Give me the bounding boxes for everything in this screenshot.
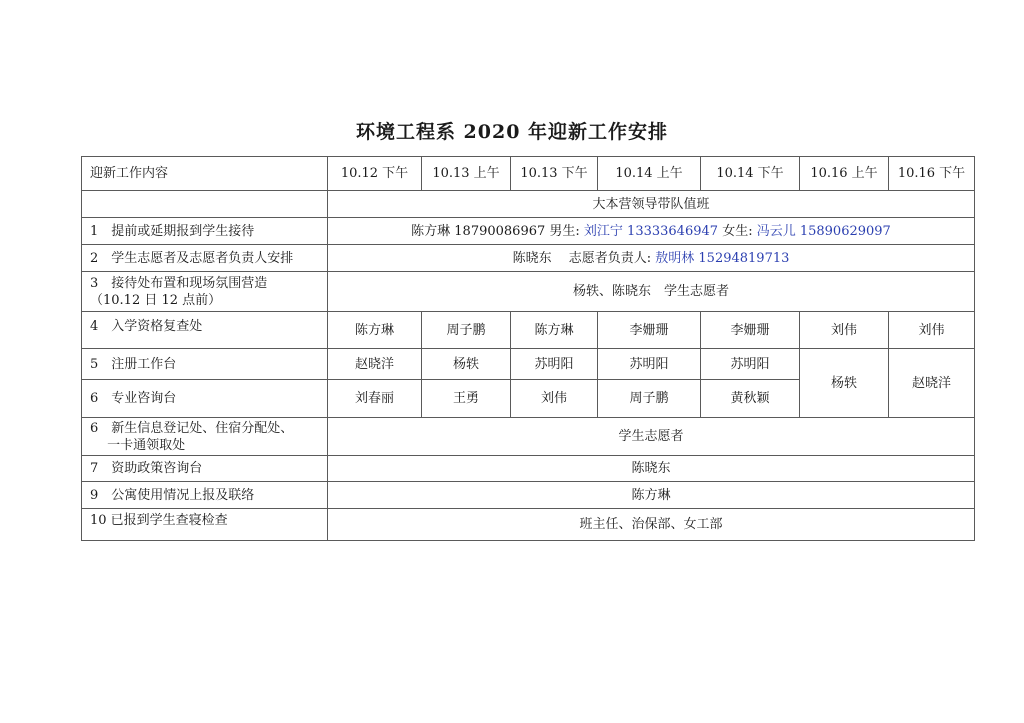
task-label: 10 已报到学生查寝检查 [82,509,328,541]
person-cell: 周子鹏 [598,380,701,418]
table-row [82,218,975,245]
person-cell: 刘春丽 [328,380,422,418]
header-row [82,157,975,191]
schedule-table [81,156,975,541]
person-cell: 苏明阳 [701,349,800,380]
person-cell: 赵晓洋 [328,349,422,380]
person-cell: 杨轶 [422,349,511,380]
header-slot: 10.16 上午 [800,157,889,191]
contact-text: 陈晓东 志愿者负责人: [512,250,652,266]
task-label: 5 注册工作台 [82,349,328,380]
header-item: 迎新工作内容 [82,157,328,191]
table-row [82,509,975,541]
task-label: 7 资助政策咨询台 [82,456,328,482]
person-cell: 苏明阳 [511,349,598,380]
person-cell: 刘伟 [800,312,889,349]
task-value: 陈晓东 [328,456,975,482]
person-cell: 黄秋颖 [701,380,800,418]
table-row [82,482,975,509]
person-cell: 赵晓洋 [889,349,975,418]
person-cell: 苏明阳 [598,349,701,380]
task-label: 2 学生志愿者及志愿者负责人安排 [82,245,328,272]
contact-text: 敖明林 15294819713 [655,250,790,266]
table-row [82,272,975,312]
empty-cell [82,191,328,218]
header-slot: 10.13 上午 [422,157,511,191]
task-label: 6 专业咨询台 [82,380,328,418]
person-cell: 杨轶 [800,349,889,418]
contact-text: 女生: [722,223,753,239]
person-cell: 李姗珊 [598,312,701,349]
task-label-line: （10.12 日 12 点前） [90,292,222,308]
contact-text: 陈方琳 18790086967 男生: [411,223,580,239]
person-cell: 刘伟 [511,380,598,418]
header-slot: 10.12 下午 [328,157,422,191]
person-cell: 陈方琳 [328,312,422,349]
task-label-line: 3 接待处布置和现场氛围营造 [90,275,268,291]
task-label [82,272,328,312]
leader-duty: 大本营领导带队值班 [328,191,975,218]
table-row [82,349,975,380]
header-slot: 10.14 上午 [598,157,701,191]
task-value [328,245,975,272]
task-value: 陈方琳 [328,482,975,509]
task-label: 9 公寓使用情况上报及联络 [82,482,328,509]
person-cell: 刘伟 [889,312,975,349]
leader-row [82,191,975,218]
table-row [82,245,975,272]
contact-text: 冯云儿 15890629097 [756,223,891,239]
person-cell: 陈方琳 [511,312,598,349]
header-slot: 10.14 下午 [701,157,800,191]
task-label: 1 提前或延期报到学生接待 [82,218,328,245]
person-cell: 李姗珊 [701,312,800,349]
table-row [82,418,975,456]
person-cell: 王勇 [422,380,511,418]
person-cell: 周子鹏 [422,312,511,349]
page-title: 环境工程系 2020 年迎新工作安排 [355,121,669,143]
task-label: 4 入学资格复查处 [82,312,328,349]
table-row [82,312,975,349]
task-label-line: 6 新生信息登记处、住宿分配处、 [90,420,294,436]
task-label [82,418,328,456]
header-slot: 10.13 下午 [511,157,598,191]
table-row [82,456,975,482]
contact-text: 刘江宁 13333646947 [583,223,719,239]
task-value: 学生志愿者 [328,418,975,456]
header-slot: 10.16 下午 [889,157,975,191]
task-value: 班主任、治保部、女工部 [328,509,975,541]
task-value [328,218,975,245]
task-label-line: 一卡通领取处 [90,437,186,453]
task-value: 杨轶、陈晓东 学生志愿者 [328,272,975,312]
